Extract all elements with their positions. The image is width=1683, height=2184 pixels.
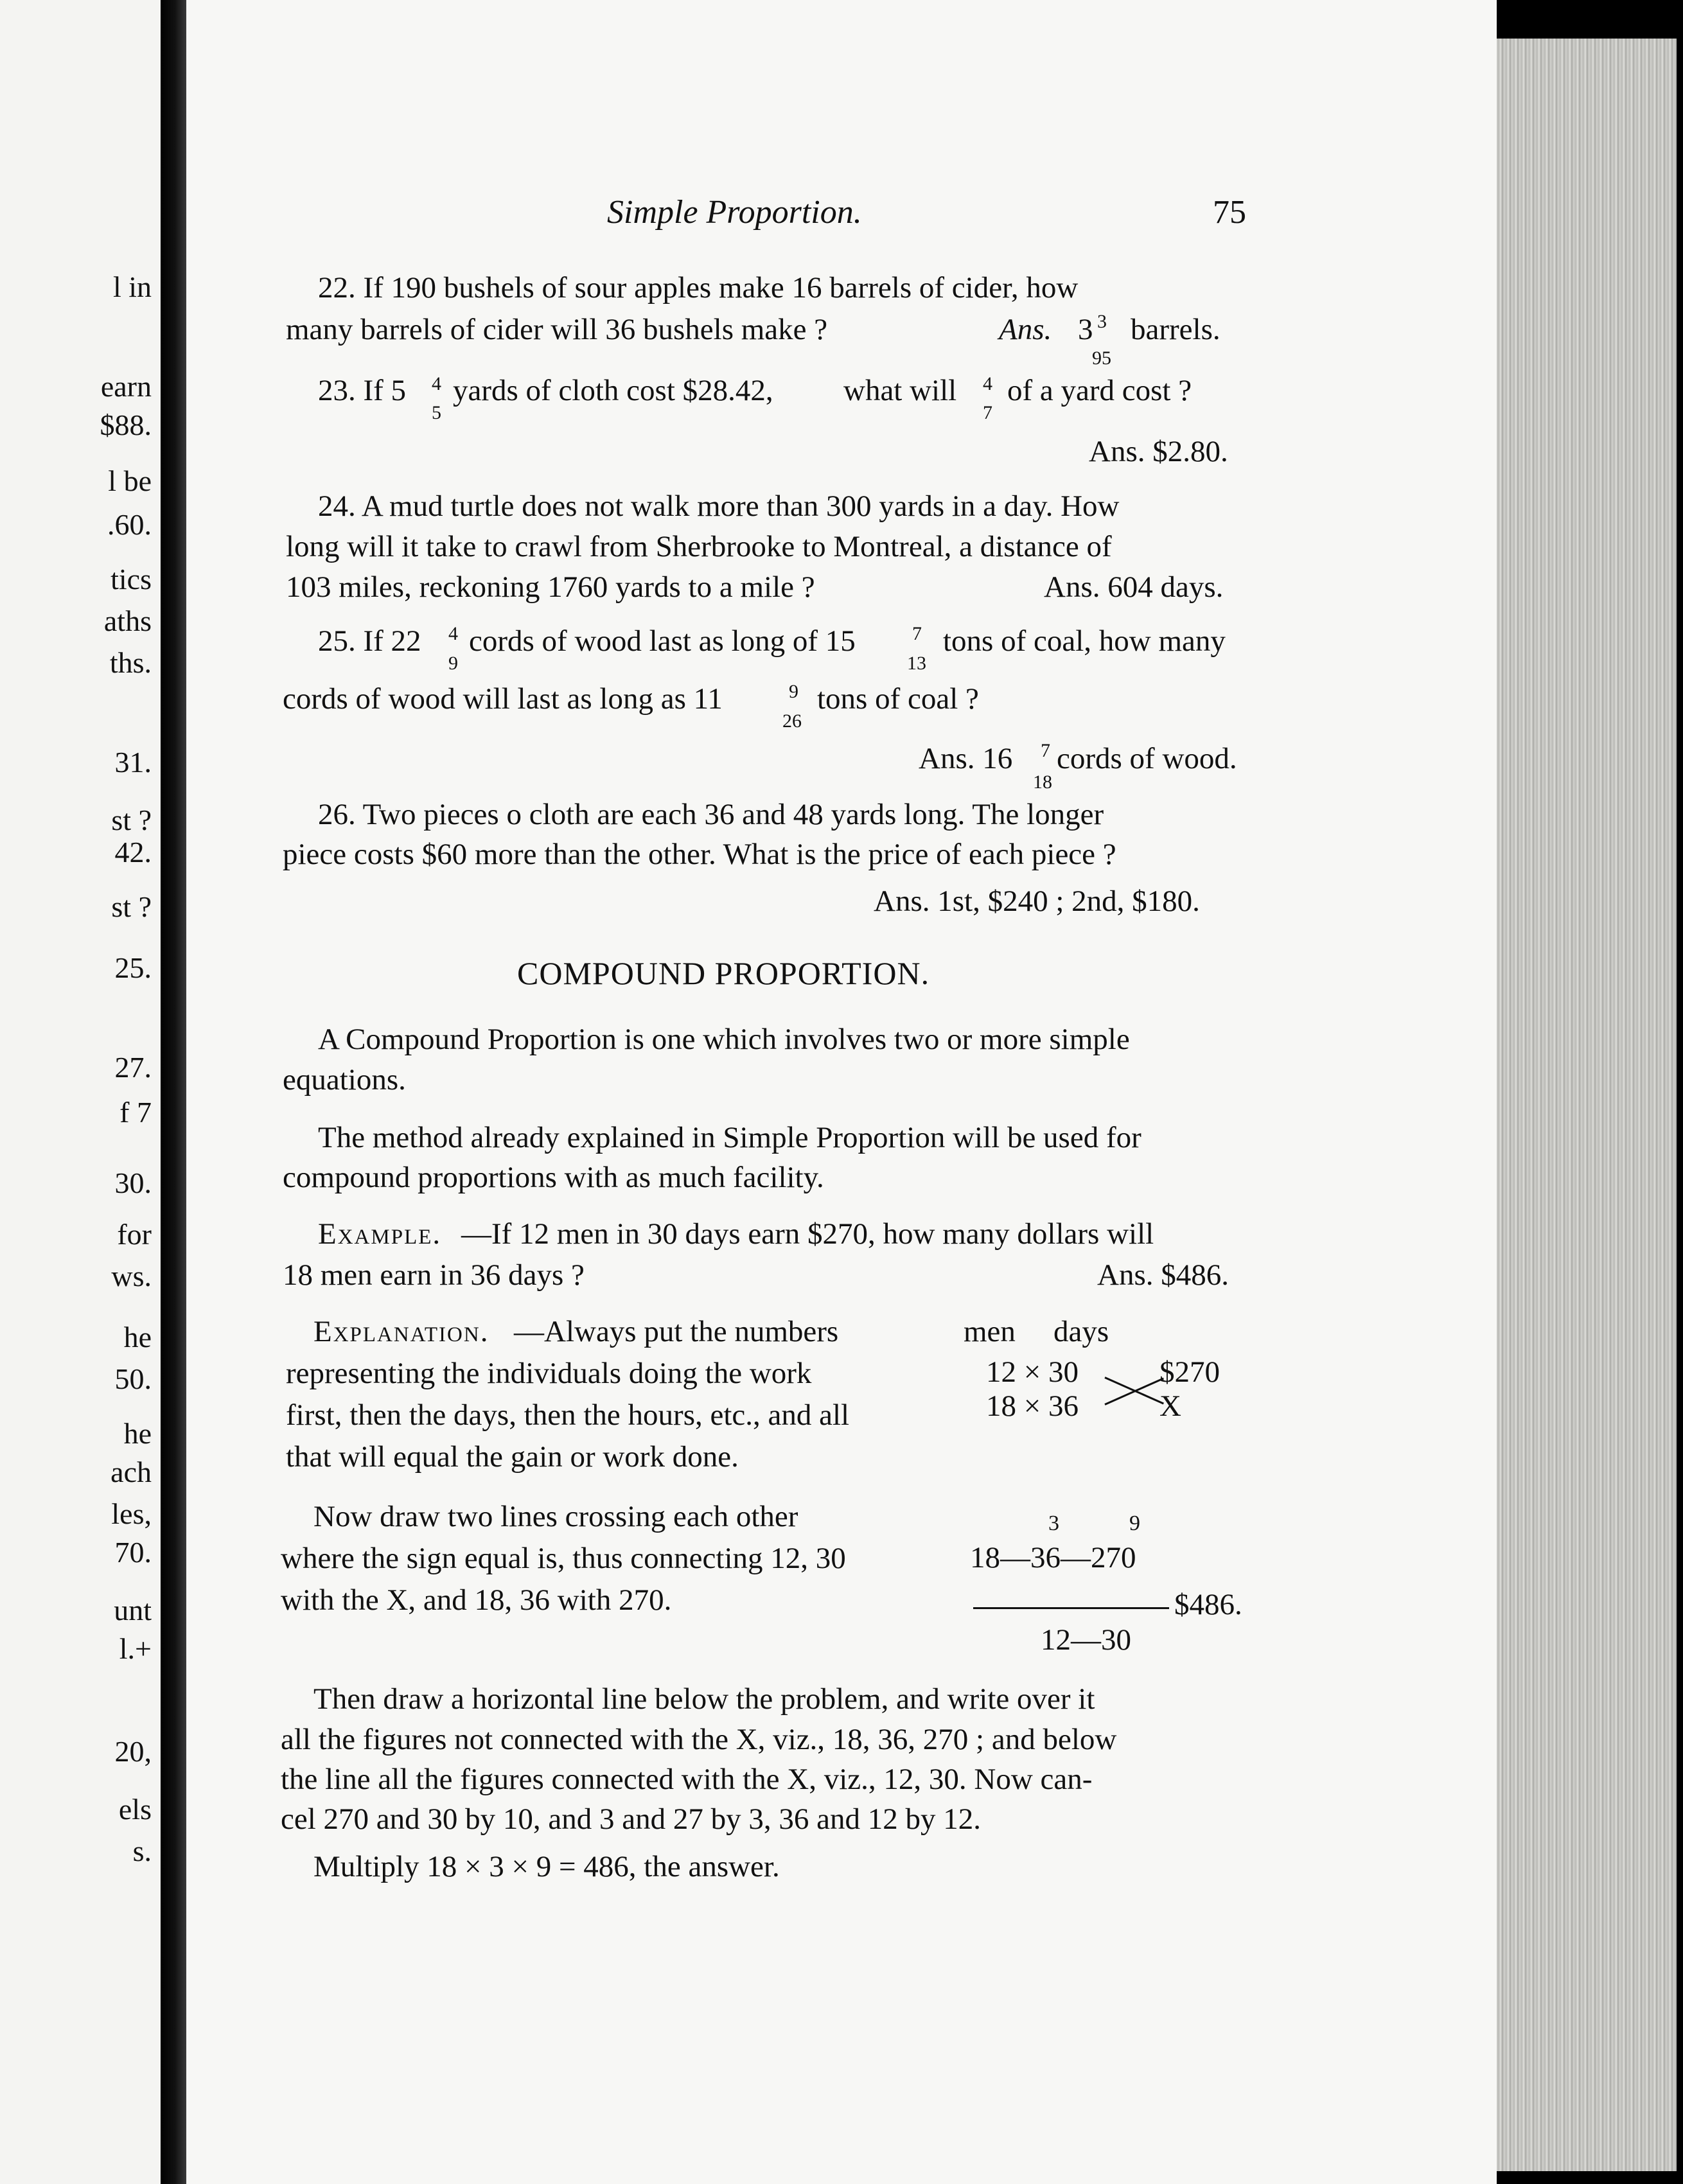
- problem-22-answer-unit: barrels.: [1131, 313, 1220, 346]
- left-page-fragment: l.+: [119, 1632, 152, 1665]
- diagram1-row2: 18 × 36: [986, 1389, 1079, 1423]
- left-page-fragment: els: [118, 1793, 152, 1826]
- problem-26-line2: piece costs $60 more than the other. What is the price of each piece ?: [283, 838, 1116, 871]
- problem-22-answer-whole: 3: [1078, 313, 1093, 346]
- problem-25-frac1-denominator: 9: [448, 653, 458, 674]
- left-page-fragment: f 7: [119, 1096, 152, 1129]
- left-page-fragment: 25.: [114, 951, 152, 984]
- then-line3: the line all the figures connected with the X, viz., 12, 30. Now can-: [281, 1763, 1093, 1796]
- left-page-fragment: unt: [114, 1594, 152, 1626]
- problem-25-prefix: 25. If 22: [318, 624, 421, 658]
- then-line1: Then draw a horizontal line below the problem, and write over it: [313, 1682, 1095, 1716]
- left-page-fragment: st ?: [111, 804, 152, 836]
- problem-24-line2: long will it take to crawl from Sherbrooke to Montreal, a distance of: [286, 530, 1112, 563]
- section-heading: COMPOUND PROPORTION.: [517, 955, 930, 991]
- problem-24-answer: Ans. 604 days.: [1044, 570, 1224, 604]
- example-label: Example.: [318, 1217, 442, 1251]
- diagram2-cancel-9: 9: [1129, 1511, 1140, 1535]
- left-page-fragment: st ?: [111, 890, 152, 923]
- problem-23-suffix: of a yard cost ?: [1007, 374, 1192, 407]
- edge-shadow: [1497, 0, 1683, 39]
- left-page-fragment: ws.: [111, 1260, 152, 1292]
- problem-25-frac3-denominator: 26: [782, 710, 802, 732]
- diagram2-numerator: 18—36—270: [970, 1541, 1136, 1574]
- problem-23-what: what will: [843, 374, 957, 407]
- explanation-line2: representing the individuals doing the work: [286, 1357, 812, 1390]
- problem-23-frac2-numerator: 4: [983, 373, 992, 394]
- diagram1-days-header: days: [1053, 1315, 1109, 1348]
- problem-26-answer: Ans. 1st, $240 ; 2nd, $180.: [874, 885, 1200, 918]
- problem-22-line1: 22. If 190 bushels of sour apples make 16 barrels of cider, how: [318, 271, 1079, 304]
- problem-25-frac2-denominator: 13: [907, 653, 926, 674]
- problem-23-prefix: 23. If 5: [318, 374, 407, 407]
- method-line1: The method already explained in Simple Proportion will be used for: [318, 1121, 1141, 1154]
- problem-25-answer-numerator: 7: [1041, 740, 1050, 761]
- left-page-fragment: 50.: [114, 1362, 152, 1395]
- definition-line2: equations.: [283, 1063, 406, 1096]
- problem-25-frac3-numerator: 9: [789, 681, 798, 702]
- book-gutter: [161, 0, 186, 2184]
- problem-24-line3: 103 miles, reckoning 1760 yards to a mile ?: [286, 570, 815, 604]
- explanation-label: Explanation.: [313, 1315, 489, 1348]
- problem-25-answer-denominator: 18: [1033, 771, 1052, 793]
- problem-24-line1: 24. A mud turtle does not walk more than 300 yards in a day. How: [318, 489, 1120, 523]
- left-page-fragment: 30.: [114, 1167, 152, 1199]
- problem-25-frac2-numerator: 7: [912, 623, 922, 644]
- problem-25-line2-suffix: tons of coal ?: [817, 682, 979, 716]
- problem-23-frac2-denominator: 7: [983, 402, 992, 423]
- example-line2: 18 men earn in 36 days ?: [283, 1258, 585, 1292]
- left-page-fragment: ach: [110, 1456, 152, 1488]
- now-line3: with the X, and 18, 36 with 270.: [281, 1583, 672, 1617]
- left-page-fragment: $88.: [100, 409, 152, 441]
- left-page-fragment: s.: [132, 1835, 152, 1867]
- diagram1-row1: 12 × 30: [986, 1355, 1079, 1389]
- problem-25-answer-prefix: Ans. 16: [919, 742, 1013, 775]
- left-page-fragment: .60.: [107, 508, 152, 541]
- left-page-fragment: 20,: [114, 1735, 152, 1768]
- problem-25-answer-suffix: cords of wood.: [1057, 742, 1237, 775]
- diagram2-result: $486.: [1174, 1588, 1242, 1621]
- multiply-line: Multiply 18 × 3 × 9 = 486, the answer.: [313, 1850, 780, 1883]
- problem-22-answer-numerator: 3: [1097, 311, 1107, 332]
- left-page-fragment: he: [123, 1417, 152, 1450]
- left-page-fragment: 70.: [114, 1536, 152, 1569]
- left-page-fragment: ths.: [109, 646, 152, 679]
- explanation-line4: that will equal the gain or work done.: [286, 1440, 739, 1474]
- now-line1: Now draw two lines crossing each other: [313, 1500, 798, 1533]
- left-page-fragment: tics: [110, 563, 152, 595]
- left-page: [0, 0, 161, 2184]
- left-page-fragment: 27.: [114, 1051, 152, 1084]
- problem-22-answer-label: Ans.: [999, 313, 1052, 346]
- left-page-fragment: he: [123, 1321, 152, 1353]
- problem-23-frac1-denominator: 5: [432, 402, 441, 423]
- left-page-fragment: l be: [108, 464, 152, 497]
- problem-23-answer: Ans. $2.80.: [1089, 435, 1228, 468]
- left-page-fragment: l in: [112, 270, 152, 303]
- problem-25-mid1: cords of wood last as long of 15: [469, 624, 856, 658]
- problem-22-line2: many barrels of cider will 36 bushels make ?: [286, 313, 828, 346]
- left-page-fragment: for: [117, 1218, 152, 1251]
- problem-25-mid2: tons of coal, how many: [943, 624, 1226, 658]
- definition-line1: A Compound Proportion is one which involves two or more simple: [318, 1023, 1130, 1056]
- diagram1-unknown: X: [1159, 1389, 1181, 1423]
- diagram2-cancel-3: 3: [1048, 1511, 1059, 1535]
- explanation-line1: —Always put the numbers: [514, 1315, 839, 1348]
- page-edges: [1497, 39, 1677, 2171]
- diagram2-denominator: 12—30: [1041, 1623, 1131, 1657]
- page-number: 75: [1213, 194, 1246, 231]
- problem-23-frac1-numerator: 4: [432, 373, 441, 394]
- left-page-fragment: 42.: [114, 836, 152, 868]
- problem-22-answer-denominator: 95: [1092, 348, 1111, 369]
- left-page-fragment: les,: [111, 1497, 152, 1530]
- diagram1-men-header: men: [964, 1315, 1016, 1348]
- explanation-line3: first, then the days, then the hours, etc., and all: [286, 1398, 850, 1432]
- now-line2: where the sign equal is, thus connecting 12, 30: [281, 1542, 846, 1575]
- example-line1: —If 12 men in 30 days earn $270, how many dollars will: [461, 1217, 1154, 1251]
- problem-26-line1: 26. Two pieces o cloth are each 36 and 48 yards long. The longer: [318, 798, 1104, 831]
- problem-25-line2-prefix: cords of wood will last as long as 11: [283, 682, 723, 716]
- problem-23-mid: yards of cloth cost $28.42,: [453, 374, 773, 407]
- example-answer: Ans. $486.: [1097, 1258, 1229, 1292]
- left-page-fragment: aths: [103, 604, 152, 637]
- running-head: Simple Proportion.: [607, 194, 862, 231]
- diagram1-gain: $270: [1159, 1355, 1220, 1389]
- method-line2: compound proportions with as much facility.: [283, 1161, 824, 1194]
- problem-25-frac1-numerator: 4: [448, 623, 458, 644]
- then-line2: all the figures not connected with the X, viz., 18, 36, 270 ; and below: [281, 1723, 1117, 1756]
- left-page-fragment: 31.: [114, 746, 152, 779]
- then-line4: cel 270 and 30 by 10, and 3 and 27 by 3, 36 and 12 by 12.: [281, 1802, 981, 1836]
- diagram2-fraction-bar: [973, 1607, 1169, 1609]
- left-page-fragment: earn: [100, 370, 152, 403]
